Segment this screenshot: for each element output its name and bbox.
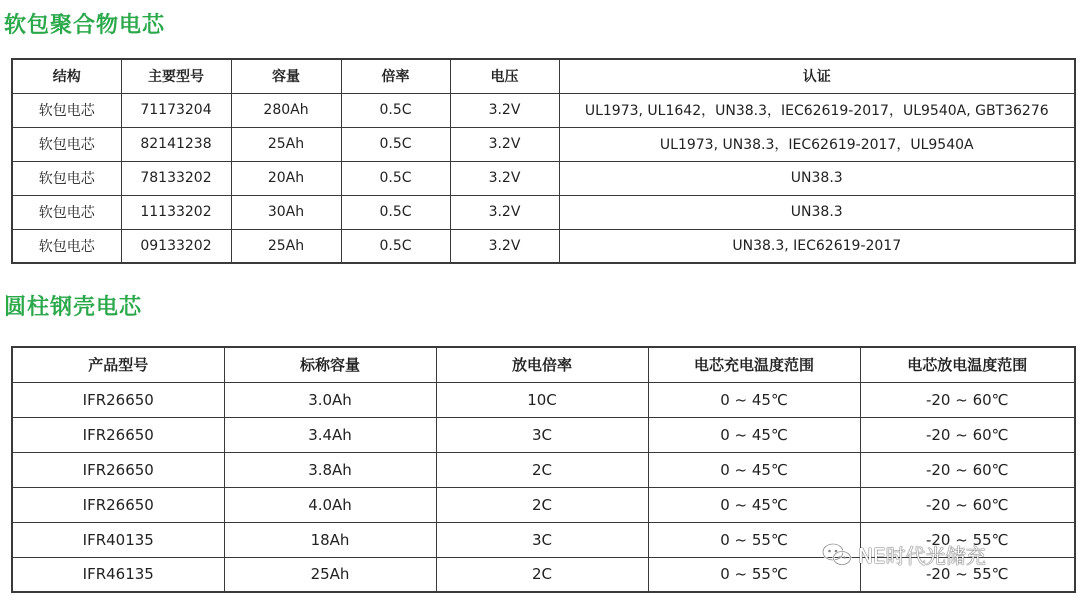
cell-rate: 0.5C — [341, 195, 450, 229]
cell-model: 82141238 — [121, 127, 231, 161]
watermark-text: NE时代光储充 — [858, 544, 986, 568]
col-header-voltage: 电压 — [450, 59, 559, 93]
cell-structure: 软包电芯 — [12, 161, 121, 195]
cell-charge-temp: 0 ~ 45℃ — [648, 382, 860, 417]
cell-rate: 0.5C — [341, 161, 450, 195]
cell-discharge-temp: -20 ~ 60℃ — [860, 382, 1075, 417]
cell-product-model: IFR26650 — [12, 382, 224, 417]
cell-certification: UN38.3 — [559, 161, 1075, 195]
cell-model: 78133202 — [121, 161, 231, 195]
cell-product-model: IFR26650 — [12, 417, 224, 452]
table-row — [12, 522, 1075, 557]
col-header-product-model: 产品型号 — [12, 347, 224, 382]
table-header-row — [12, 59, 1075, 93]
cell-nominal-capacity: 3.0Ah — [224, 382, 436, 417]
cell-capacity: 20Ah — [231, 161, 341, 195]
cell-discharge-temp: -20 ~ 55℃ — [860, 557, 1075, 592]
col-header-discharge-rate: 放电倍率 — [436, 347, 648, 382]
cell-discharge-rate: 2C — [436, 557, 648, 592]
cell-voltage: 3.2V — [450, 195, 559, 229]
cell-voltage: 3.2V — [450, 127, 559, 161]
cell-capacity: 25Ah — [231, 127, 341, 161]
cell-discharge-rate: 2C — [436, 452, 648, 487]
table-row — [12, 452, 1075, 487]
table-row — [12, 195, 1075, 229]
cell-capacity: 280Ah — [231, 93, 341, 127]
cell-voltage: 3.2V — [450, 93, 559, 127]
cell-structure: 软包电芯 — [12, 127, 121, 161]
cell-charge-temp: 0 ~ 45℃ — [648, 452, 860, 487]
table-row — [12, 229, 1075, 263]
section-title-cylindrical: 圆柱钢壳电芯 — [4, 295, 143, 320]
col-header-model: 主要型号 — [121, 59, 231, 93]
table-row — [12, 487, 1075, 522]
cell-discharge-rate: 2C — [436, 487, 648, 522]
cell-structure: 软包电芯 — [12, 93, 121, 127]
cell-discharge-temp: -20 ~ 60℃ — [860, 487, 1075, 522]
table-row — [12, 557, 1075, 592]
cell-capacity: 30Ah — [231, 195, 341, 229]
cell-product-model: IFR40135 — [12, 522, 224, 557]
cell-product-model: IFR26650 — [12, 452, 224, 487]
cylindrical-cell-table — [11, 346, 1076, 593]
cell-nominal-capacity: 25Ah — [224, 557, 436, 592]
cell-rate: 0.5C — [341, 229, 450, 263]
col-header-charge-temp: 电芯充电温度范围 — [648, 347, 860, 382]
cell-nominal-capacity: 4.0Ah — [224, 487, 436, 522]
cell-certification: UN38.3 — [559, 195, 1075, 229]
cell-product-model: IFR26650 — [12, 487, 224, 522]
table-row — [12, 417, 1075, 452]
table-row — [12, 127, 1075, 161]
cell-model: 71173204 — [121, 93, 231, 127]
col-header-rate: 倍率 — [341, 59, 450, 93]
cell-product-model: IFR46135 — [12, 557, 224, 592]
cell-charge-temp: 0 ~ 55℃ — [648, 522, 860, 557]
col-header-nominal-capacity: 标称容量 — [224, 347, 436, 382]
cell-certification: UN38.3, IEC62619-2017 — [559, 229, 1075, 263]
cell-charge-temp: 0 ~ 45℃ — [648, 417, 860, 452]
cell-model: 11133202 — [121, 195, 231, 229]
cell-discharge-rate: 10C — [436, 382, 648, 417]
cell-discharge-rate: 3C — [436, 417, 648, 452]
cell-discharge-temp: -20 ~ 60℃ — [860, 417, 1075, 452]
col-header-structure: 结构 — [12, 59, 121, 93]
cell-discharge-temp: -20 ~ 60℃ — [860, 452, 1075, 487]
pouch-cell-table — [11, 58, 1076, 264]
col-header-capacity: 容量 — [231, 59, 341, 93]
cell-certification: UL1973, UL1642，UN38.3，IEC62619-2017，UL9540A, GBT36276 — [559, 93, 1075, 127]
cell-discharge-rate: 3C — [436, 522, 648, 557]
cell-model: 09133202 — [121, 229, 231, 263]
section-title-pouch: 软包聚合物电芯 — [4, 13, 166, 38]
cell-rate: 0.5C — [341, 127, 450, 161]
cell-structure: 软包电芯 — [12, 195, 121, 229]
col-header-certification: 认证 — [559, 59, 1075, 93]
cell-charge-temp: 0 ~ 45℃ — [648, 487, 860, 522]
cell-nominal-capacity: 3.4Ah — [224, 417, 436, 452]
table-header-row — [12, 347, 1075, 382]
cell-structure: 软包电芯 — [12, 229, 121, 263]
cell-capacity: 25Ah — [231, 229, 341, 263]
table-row — [12, 382, 1075, 417]
cell-charge-temp: 0 ~ 55℃ — [648, 557, 860, 592]
cell-voltage: 3.2V — [450, 161, 559, 195]
cell-certification: UL1973, UN38.3，IEC62619-2017，UL9540A — [559, 127, 1075, 161]
cell-voltage: 3.2V — [450, 229, 559, 263]
cell-rate: 0.5C — [341, 93, 450, 127]
cell-nominal-capacity: 3.8Ah — [224, 452, 436, 487]
table-row — [12, 161, 1075, 195]
cell-nominal-capacity: 18Ah — [224, 522, 436, 557]
col-header-discharge-temp: 电芯放电温度范围 — [860, 347, 1075, 382]
cell-discharge-temp: -20 ~ 55℃ — [860, 522, 1075, 557]
table-row — [12, 93, 1075, 127]
